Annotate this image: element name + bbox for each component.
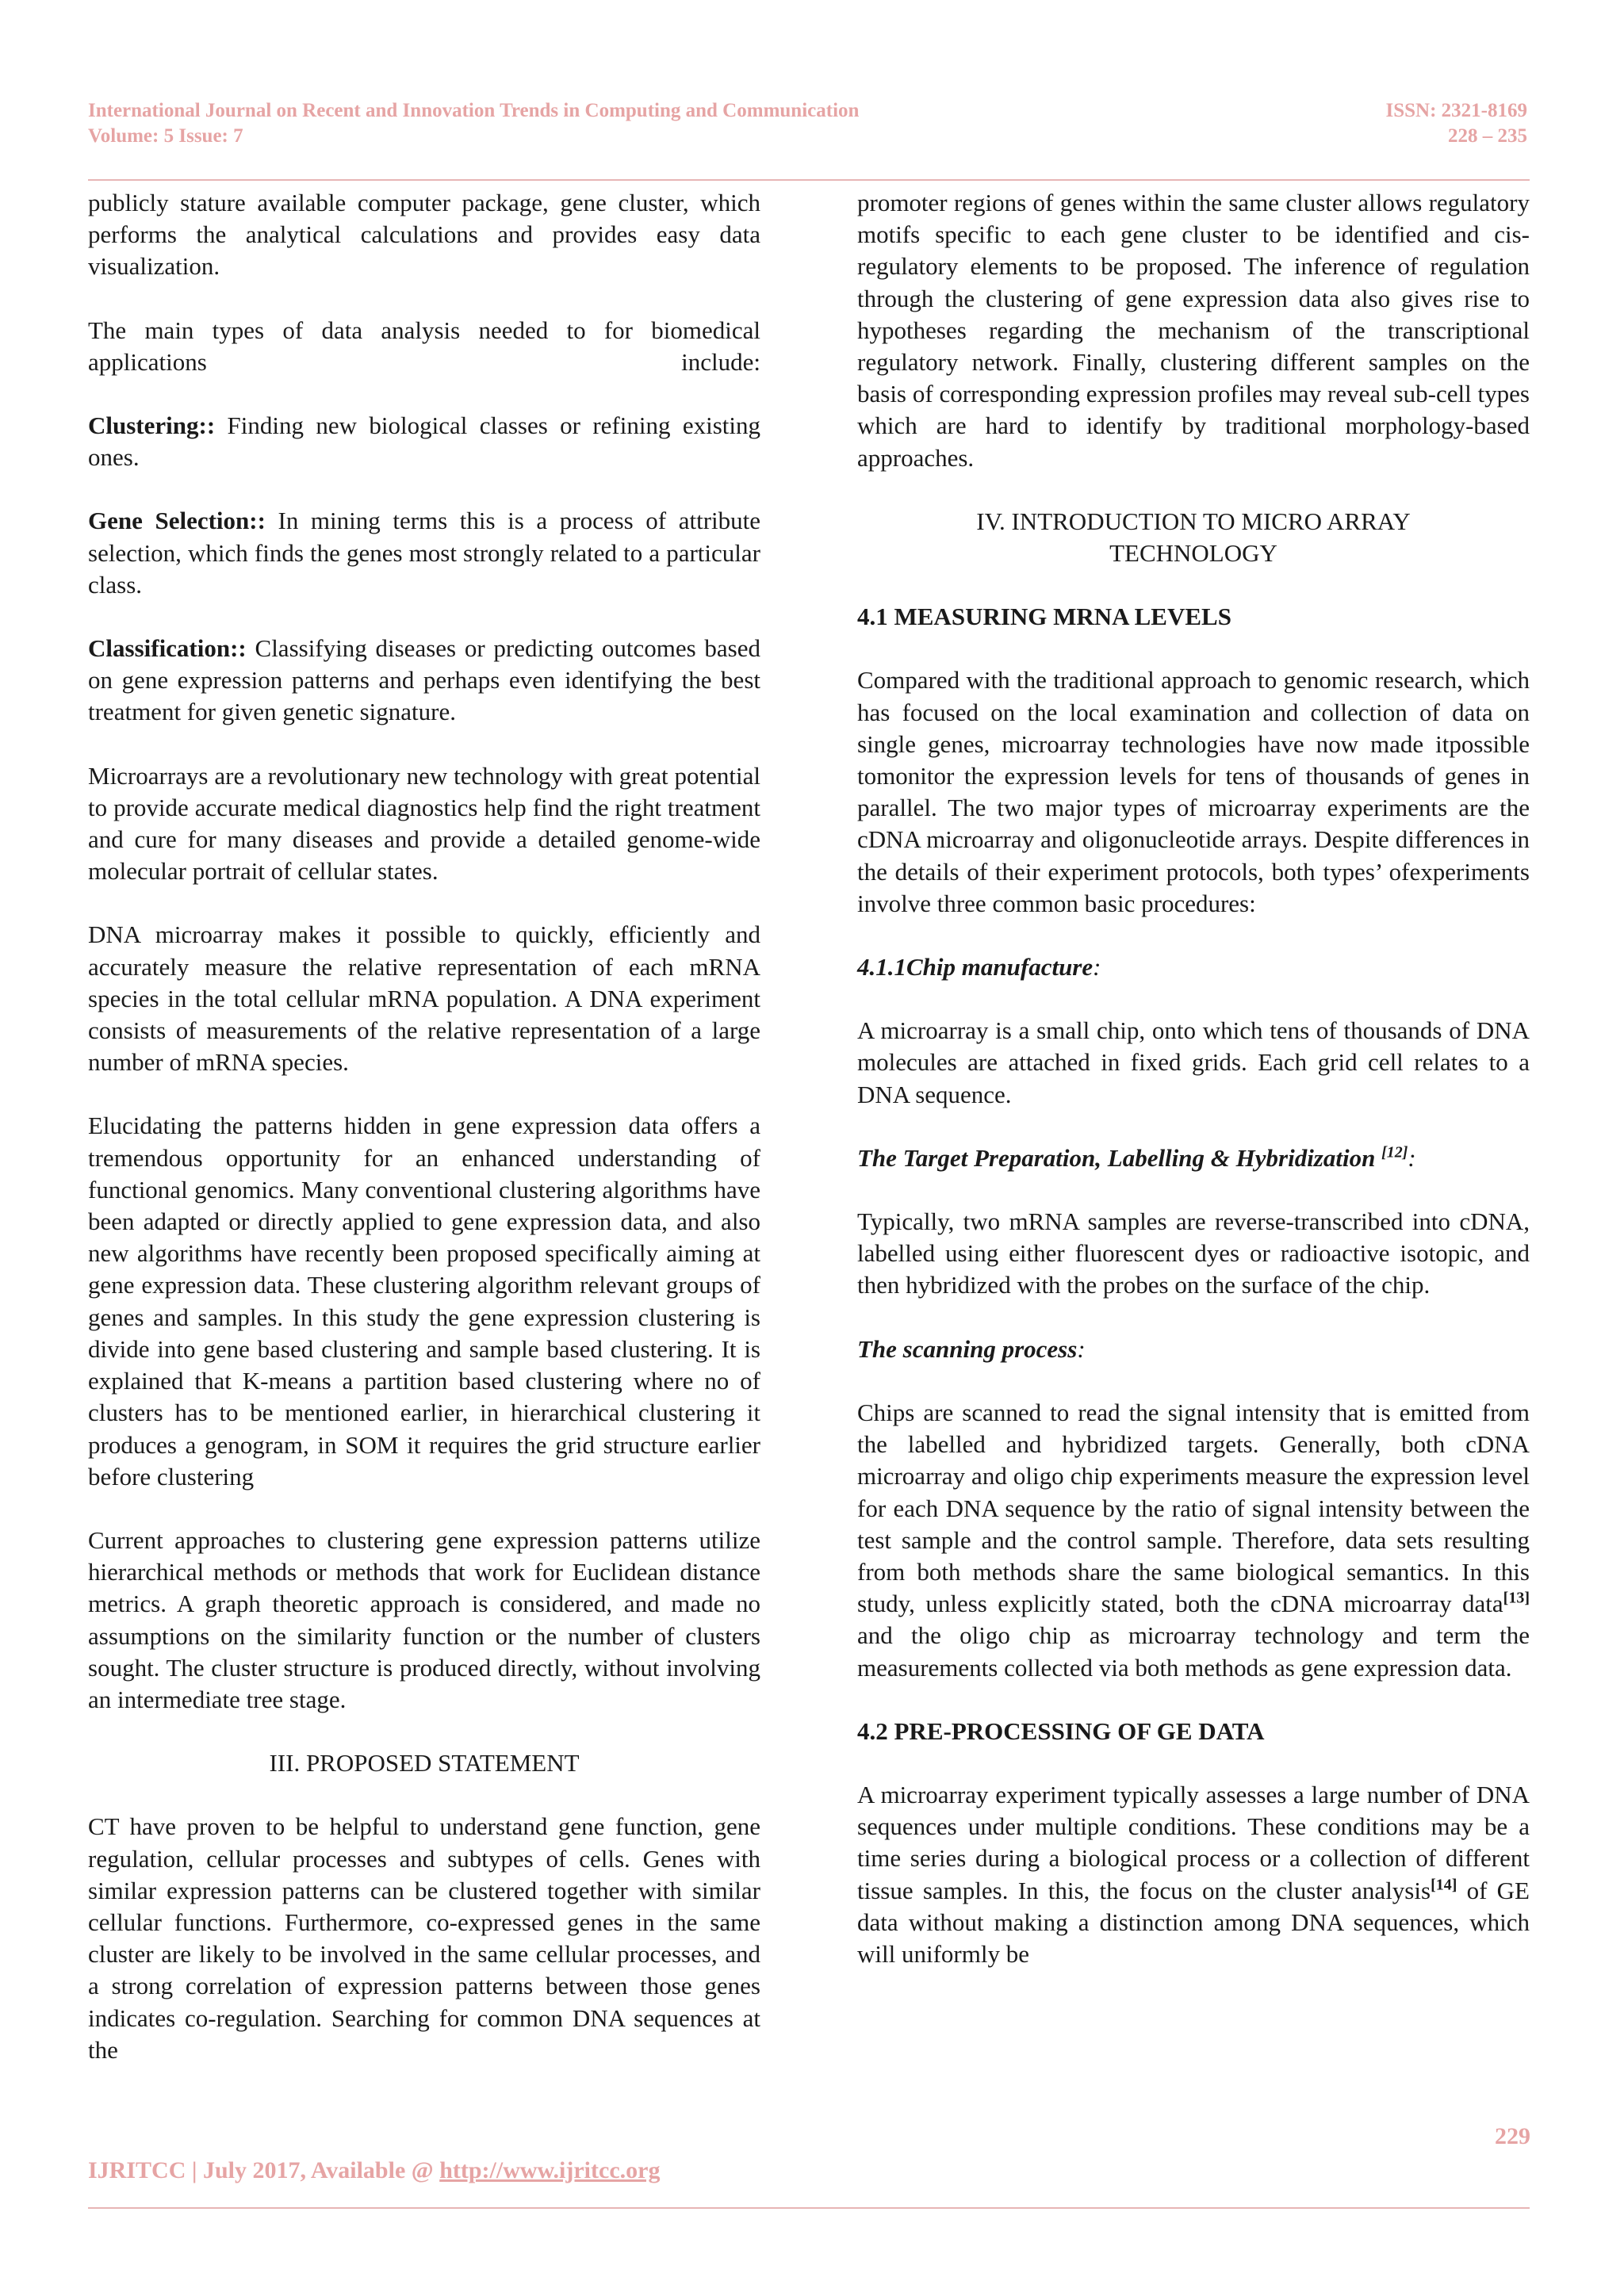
heading-text: 4.1.1Chip manufacture [857,953,1094,982]
section-heading [857,506,1530,569]
journal-title: International Journal on Recent and Innovation Trends in Computing and Communication [88,100,860,121]
paragraph-text: A microarray experiment typically assesses a large number of DNA sequences under multiple conditions. These conditions may be a time series during a biological process or a collection of different tissue samples. In this, the focus on the cluster analysis [857,1780,1530,1904]
paragraph: Typically, two mRNA samples are reverse-transcribed into cDNA, labelled using either fluorescent dyes or radioactive isotopic, and then hybridized with the probes on the surface of the chip. [857,1207,1530,1299]
heading-colon: : [1077,1334,1086,1363]
footer-label: IJRITCC | July 2017, Available @ [88,2157,440,2183]
paragraph: A microarray is a small chip, onto which tens of thousands of DNA molecules are attached in fixed grids. Each grid cell relates to a DNA sequence. [857,1016,1530,1108]
paragraph: publicly stature available computer package, gene cluster, which performs the analytical calculations and provides easy data visualization. [88,189,760,281]
term-label: Gene Selection:: [88,507,266,535]
page-number: 229 [1495,2123,1530,2149]
volume-issue: Volume: 5 Issue: 7 [88,125,243,147]
paragraph: The main types of data analysis needed to for biomedical applications include: [88,316,760,376]
citation: [14] [1431,1876,1457,1894]
paragraph [857,1779,1530,1970]
citation: [13] [1503,1589,1530,1607]
left-column [88,187,760,2066]
footer-link[interactable]: http://www.ijritcc.org [439,2157,661,2183]
header-rule [88,179,1530,181]
paragraph [857,1397,1530,1684]
issn: ISSN: 2321-8169 [1385,100,1527,121]
definition-gene-selection [88,505,760,601]
paragraph: DNA microarray makes it possible to quickly, efficiently and accurately measure the relative representation of each mRNA species in the total cellular mRNA population. A DNA experiment consists of measurements of the relative representation of a large number of mRNA species. [88,920,760,1077]
subsection-heading: 4.1 MEASURING MRNA LEVELS [857,603,1231,631]
heading-colon: : [1408,1143,1416,1172]
term-text: Classifying diseases or predicting outcomes based on gene expression patterns and perhaps even identifying the best treatment for given genetic signature. [88,634,760,726]
subsection-heading: 4.2 PRE-PROCESSING OF GE DATA [857,1716,1265,1745]
section-heading: III. PROPOSED STATEMENT [269,1749,580,1777]
paragraph: Compared with the traditional approach to genomic research, which has focused on the local examination and collection of data on single genes, microarray technologies have now made itpossible tomonitor the expression levels for tens of thousands of genes in parallel. The two major types of microarray experiments are the cDNA microarray and oligonucleotide arrays. Despite differences in the details of their experiment protocols, both types’ ofexperiments involve three common basic procedures: [857,666,1530,917]
paragraph: Microarrays are a revolutionary new technology with great potential to provide accurate medical diagnostics help find the right treatment and cure for many diseases and provide a detailed genome-wide molecular portrait of cellular states. [88,761,760,886]
subsubsection-heading [857,951,1530,983]
term-label: Clustering:: [88,411,216,440]
right-column [857,187,1530,1970]
citation: [12] [1381,1143,1408,1161]
section-heading-line: IV. INTRODUCTION TO MICRO ARRAY [976,507,1411,535]
paragraph-text: of GE data without making a distinction among DNA sequences, which will uniformly be [857,1876,1530,1968]
term-text: In mining terms this is a process of attribute selection, which finds the genes most strongly related to a particular class. [88,507,760,599]
page-range: 228 – 235 [1448,125,1527,147]
term-text: Finding new biological classes or refining existing ones. [88,411,760,472]
definition-classification [88,633,760,729]
paragraph-text: and the oligo chip as microarray technology and term the measurements collected via both methods as gene expression data. [857,1621,1530,1682]
heading-colon: : [1093,953,1101,982]
paragraph: promoter regions of genes within the same cluster allows regulatory motifs specific to each gene cluster to be identified and cis-regulatory elements to be proposed. The inference of regulation through the clustering of gene expression data also gives rise to hypotheses regarding the mechanism of the transcriptional regulatory network. Finally, clustering different samples on the basis of corresponding expression profiles may reveal sub-cell types which are hard to identify by traditional morphology-based approaches. [857,189,1530,472]
footer-rule [88,2207,1530,2209]
paragraph-text: Chips are scanned to read the signal intensity that is emitted from the labelled and hybridized targets. Generally, both cDNA microarray and oligo chip experiments measure the expression level for each DNA sequence by the ratio of signal intensity between the test sample and the control sample. Therefore, data sets resulting from both methods share the same biological semantics. In this study, unless explicitly stated, both the cDNA microarray data [857,1398,1530,1618]
subsubsection-heading [857,1142,1530,1174]
running-header-left [88,98,859,149]
running-header-right [1386,98,1528,149]
subsubsection-heading [857,1334,1530,1365]
heading-text: The scanning process [857,1334,1078,1363]
paragraph: Elucidating the patterns hidden in gene expression data offers a tremendous opportunity for an enhanced understanding of functional genomics. Many conventional clustering algorithms have been adapted or directly applied to gene expression data, and also new algorithms have recently been proposed specifically aiming at gene expression data. These clustering algorithm relevant groups of genes and samples. In this study the gene expression clustering is divide into gene based clustering and sample based clustering. It is explained that K-means a partition based clustering where no of clusters has to be mentioned earlier, in hierarchical clustering it produces a genogram, in SOM it requires the grid structure earlier before clustering [88,1112,760,1490]
footer-text [88,2157,660,2184]
paragraph: CT have proven to be helpful to understand gene function, gene regulation, cellular processes and subtypes of cells. Genes with similar expression patterns can be clustered together with similar cellular functions. Furthermore, co-expressed genes in the same cluster are likely to be involved in the same cellular processes, and a strong correlation of expression patterns between those genes indicates co-regulation. Searching for common DNA sequences at the [88,1812,760,2064]
term-label: Classification:: [88,634,247,663]
definition-clustering [88,410,760,473]
heading-text: The Target Preparation, Labelling & Hybridization [857,1143,1382,1172]
paragraph: Current approaches to clustering gene expression patterns utilize hierarchical methods or methods that work for Euclidean distance metrics. A graph theoretic approach is considered, and made no assumptions on the similarity function or the number of clusters sought. The cluster structure is produced directly, without involving an intermediate tree stage. [88,1525,760,1713]
section-heading-line: TECHNOLOGY [1109,539,1277,568]
